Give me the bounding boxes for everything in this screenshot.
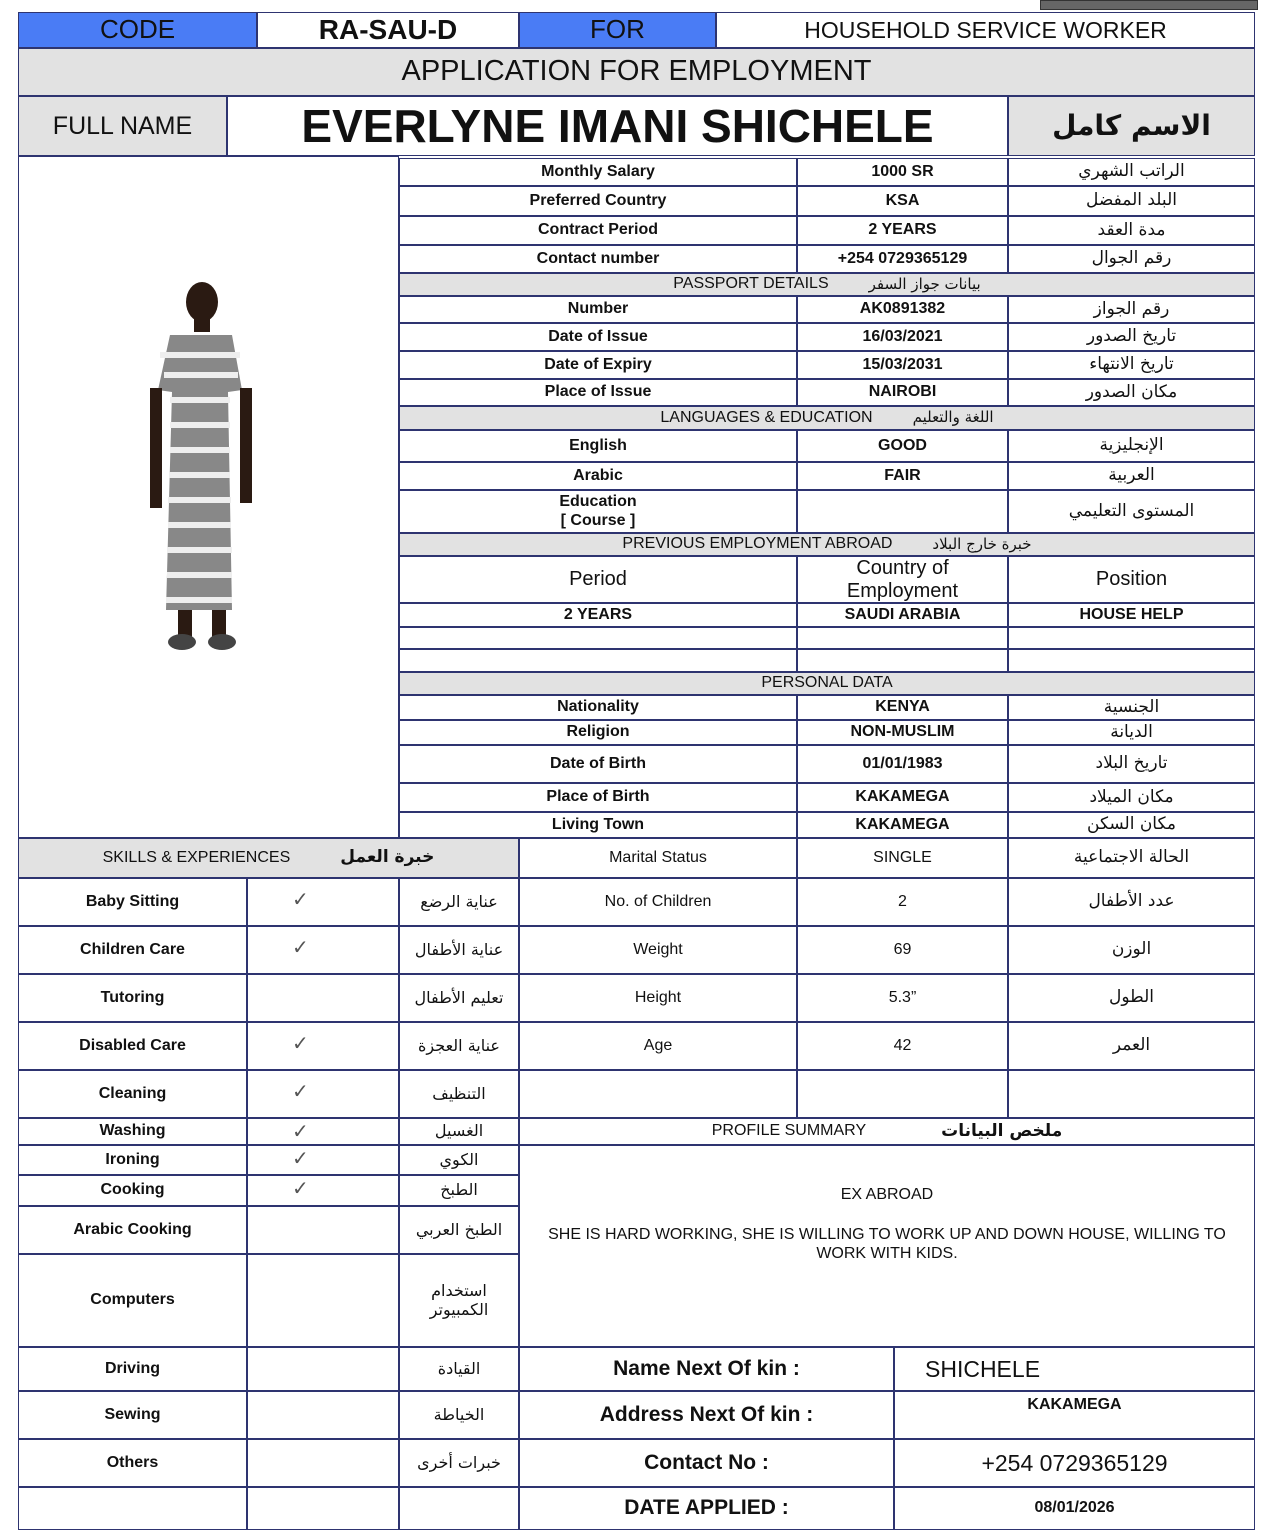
language-row-label-ar: الإنجليزية bbox=[1008, 430, 1255, 462]
language-row-value: GOOD bbox=[797, 430, 1008, 462]
personal-row-label-ar: تاريخ البلاد bbox=[1008, 745, 1255, 783]
detail-row-label-ar: رقم الجوال bbox=[1008, 245, 1255, 273]
employment-cell bbox=[399, 627, 797, 649]
passport-row-value: 15/03/2031 bbox=[797, 351, 1008, 379]
skill-label: Driving bbox=[18, 1347, 247, 1391]
empty-cell bbox=[18, 1487, 247, 1530]
passport-row-label-ar: تاريخ الصدور bbox=[1008, 323, 1255, 351]
skill-check-mark: ✓ bbox=[247, 1022, 399, 1070]
languages-header bbox=[399, 406, 1255, 430]
skill-label-ar: عناية الرضع bbox=[399, 878, 519, 926]
skill-check-mark bbox=[247, 1347, 399, 1391]
skill-check-mark bbox=[247, 1254, 399, 1347]
skill-check-mark: ✓ bbox=[247, 1118, 399, 1145]
profile-line-1: EX ABROAD bbox=[840, 1186, 934, 1203]
detail-row-value: 2 YEARS bbox=[797, 216, 1008, 245]
personal-row-label: Place of Birth bbox=[399, 783, 797, 812]
skills-title-ar: خبرة العمل bbox=[340, 847, 435, 868]
detail-row-label-ar: مدة العقد bbox=[1008, 216, 1255, 245]
skill-check-mark bbox=[247, 974, 399, 1022]
next-of-kin-value: +254 0729365129 bbox=[894, 1439, 1255, 1487]
detail-row-label-ar: البلد المفضل bbox=[1008, 186, 1255, 216]
skill-check-mark bbox=[247, 1391, 399, 1439]
skill-label-ar: الخياطة bbox=[399, 1391, 519, 1439]
skill-check-mark bbox=[247, 1206, 399, 1254]
skills-title: SKILLS & EXPERIENCES bbox=[102, 848, 291, 866]
personal-row-label: Age bbox=[519, 1022, 797, 1070]
skill-label-ar: عناية العجزة bbox=[399, 1022, 519, 1070]
languages-header-title-ar: اللغة والتعليم bbox=[912, 408, 994, 427]
personal-row-label-ar: العمر bbox=[1008, 1022, 1255, 1070]
passport-row-label: Date of Expiry bbox=[399, 351, 797, 379]
skill-label: Others bbox=[18, 1439, 247, 1487]
employment-cell bbox=[1008, 627, 1255, 649]
personal-row-value: 42 bbox=[797, 1022, 1008, 1070]
for-label: FOR bbox=[519, 12, 716, 48]
passport-header-title: PASSPORT DETAILS bbox=[673, 275, 829, 293]
employment-cell bbox=[797, 649, 1008, 672]
detail-row-label: Monthly Salary bbox=[399, 158, 797, 186]
skill-label-ar: الطبخ bbox=[399, 1175, 519, 1206]
skill-label-ar: التنظيف bbox=[399, 1070, 519, 1118]
passport-row-label: Number bbox=[399, 296, 797, 323]
profile-title: PROFILE SUMMARY bbox=[711, 1122, 867, 1140]
personal-row-label-ar: الديانة bbox=[1008, 720, 1255, 745]
skill-label: Sewing bbox=[18, 1391, 247, 1439]
personal-data-header bbox=[399, 672, 1255, 695]
employment-cell bbox=[1008, 649, 1255, 672]
personal-row-value: KAKAMEGA bbox=[797, 783, 1008, 812]
personal-row-label: Living Town bbox=[399, 812, 797, 838]
personal-row-label-ar: مكان السكن bbox=[1008, 812, 1255, 838]
profile-line-2: SHE IS HARD WORKING, SHE IS WILLING TO WORK UP AND DOWN HOUSE, WILLING TO WORK WITH KIDS. bbox=[548, 1226, 1226, 1262]
profile-title-ar: ملخص البيانات bbox=[941, 1120, 1063, 1141]
passport-row-label: Date of Issue bbox=[399, 323, 797, 351]
language-row-value: FAIR bbox=[797, 462, 1008, 490]
skill-label: Computers bbox=[18, 1254, 247, 1347]
photo-area bbox=[18, 156, 399, 838]
code-label: CODE bbox=[18, 12, 257, 48]
passport-header bbox=[399, 273, 1255, 296]
full-name-label-ar: الاسم كامل bbox=[1008, 96, 1255, 156]
language-row-label-ar: العربية bbox=[1008, 462, 1255, 490]
detail-row-label: Preferred Country bbox=[399, 186, 797, 216]
form-title: APPLICATION FOR EMPLOYMENT bbox=[18, 48, 1255, 96]
employment-cell: HOUSE HELP bbox=[1008, 603, 1255, 627]
code-value: RA-SAU-D bbox=[257, 12, 519, 48]
passport-row-value: NAIROBI bbox=[797, 379, 1008, 406]
language-row-label-ar: المستوى التعليمي bbox=[1008, 490, 1255, 533]
personal-row-label: Marital Status bbox=[519, 838, 797, 878]
skill-check-mark bbox=[247, 1439, 399, 1487]
skill-label-ar: الطبخ العربي bbox=[399, 1206, 519, 1254]
skill-check-mark: ✓ bbox=[247, 926, 399, 974]
employment-column-header: Country of Employment bbox=[797, 556, 1008, 603]
skill-check-mark: ✓ bbox=[247, 1145, 399, 1175]
previous-employment-header-title: PREVIOUS EMPLOYMENT ABROAD bbox=[622, 535, 893, 553]
skill-label: Cleaning bbox=[18, 1070, 247, 1118]
detail-row-value: 1000 SR bbox=[797, 158, 1008, 186]
personal-row-label: No. of Children bbox=[519, 878, 797, 926]
personal-row-label-ar: مكان الميلاد bbox=[1008, 783, 1255, 812]
personal-row-label-ar: الوزن bbox=[1008, 926, 1255, 974]
next-of-kin-label: DATE APPLIED : bbox=[519, 1487, 894, 1530]
personal-row-label: Weight bbox=[519, 926, 797, 974]
skill-label: Washing bbox=[18, 1118, 247, 1145]
language-row-label: Arabic bbox=[399, 462, 797, 490]
passport-row-value: AK0891382 bbox=[797, 296, 1008, 323]
employment-column-header: Period bbox=[399, 556, 797, 603]
skill-label: Tutoring bbox=[18, 974, 247, 1022]
personal-row-value: 69 bbox=[797, 926, 1008, 974]
skill-check-mark: ✓ bbox=[247, 878, 399, 926]
empty-cell bbox=[1008, 1070, 1255, 1118]
passport-row-value: 16/03/2021 bbox=[797, 323, 1008, 351]
passport-header-title-ar: بيانات جواز السفر bbox=[868, 274, 981, 293]
skill-label: Cooking bbox=[18, 1175, 247, 1206]
skill-label: Ironing bbox=[18, 1145, 247, 1175]
language-row-value bbox=[797, 490, 1008, 533]
next-of-kin-label: Name Next Of kin : bbox=[519, 1347, 894, 1391]
skill-check-mark: ✓ bbox=[247, 1070, 399, 1118]
personal-row-label: Date of Birth bbox=[399, 745, 797, 783]
employment-cell bbox=[797, 627, 1008, 649]
skill-label-ar: عناية الأطفال bbox=[399, 926, 519, 974]
skill-label-ar: الكوي bbox=[399, 1145, 519, 1175]
skill-label: Baby Sitting bbox=[18, 878, 247, 926]
skill-label-ar: الغسيل bbox=[399, 1118, 519, 1145]
personal-data-header-title: PERSONAL DATA bbox=[761, 674, 893, 692]
personal-row-label: Height bbox=[519, 974, 797, 1022]
detail-row-label: Contact number bbox=[399, 245, 797, 273]
personal-row-label: Nationality bbox=[399, 695, 797, 720]
next-of-kin-value: SHICHELE bbox=[894, 1347, 1255, 1391]
next-of-kin-label: Contact No : bbox=[519, 1439, 894, 1487]
personal-row-label: Religion bbox=[399, 720, 797, 745]
languages-header-title: LANGUAGES & EDUCATION bbox=[660, 408, 873, 426]
full-name-value: EVERLYNE IMANI SHICHELE bbox=[227, 96, 1008, 156]
personal-row-value: NON-MUSLIM bbox=[797, 720, 1008, 745]
profile-summary-header bbox=[519, 1118, 1255, 1145]
detail-row-value: +254 0729365129 bbox=[797, 245, 1008, 273]
personal-row-label-ar: عدد الأطفال bbox=[1008, 878, 1255, 926]
passport-row-label-ar: مكان الصدور bbox=[1008, 379, 1255, 406]
personal-row-label-ar: الطول bbox=[1008, 974, 1255, 1022]
skill-label-ar: خبرات أخرى bbox=[399, 1439, 519, 1487]
personal-row-value: 2 bbox=[797, 878, 1008, 926]
passport-row-label-ar: تاريخ الانتهاء bbox=[1008, 351, 1255, 379]
next-of-kin-label: Address Next Of kin : bbox=[519, 1391, 894, 1439]
personal-row-label-ar: الجنسية bbox=[1008, 695, 1255, 720]
skill-label: Disabled Care bbox=[18, 1022, 247, 1070]
next-of-kin-value: KAKAMEGA bbox=[894, 1391, 1255, 1439]
skill-label: Arabic Cooking bbox=[18, 1206, 247, 1254]
passport-row-label: Place of Issue bbox=[399, 379, 797, 406]
personal-row-value: 5.3” bbox=[797, 974, 1008, 1022]
next-of-kin-value: 08/01/2026 bbox=[894, 1487, 1255, 1530]
skill-label-ar: تعليم الأطفال bbox=[399, 974, 519, 1022]
skill-check-mark: ✓ bbox=[247, 1175, 399, 1206]
skills-header bbox=[18, 838, 519, 878]
personal-row-value: KENYA bbox=[797, 695, 1008, 720]
full-name-label: FULL NAME bbox=[18, 96, 227, 156]
employment-cell: SAUDI ARABIA bbox=[797, 603, 1008, 627]
detail-row-value: KSA bbox=[797, 186, 1008, 216]
detail-row-label-ar: الراتب الشهري bbox=[1008, 158, 1255, 186]
personal-row-value: 01/01/1983 bbox=[797, 745, 1008, 783]
personal-row-value: KAKAMEGA bbox=[797, 812, 1008, 838]
passport-row-label-ar: رقم الجواز bbox=[1008, 296, 1255, 323]
detail-row-label: Contract Period bbox=[399, 216, 797, 245]
previous-employment-header bbox=[399, 533, 1255, 556]
language-row-label: Education [ Course ] bbox=[399, 490, 797, 533]
previous-employment-header-title-ar: خبرة خارج البلاد bbox=[932, 534, 1032, 553]
skill-label-ar: القيادة bbox=[399, 1347, 519, 1391]
empty-cell bbox=[797, 1070, 1008, 1118]
skill-label: Children Care bbox=[18, 926, 247, 974]
empty-cell bbox=[247, 1487, 399, 1530]
profile-summary-body bbox=[519, 1145, 1255, 1347]
employment-cell bbox=[399, 649, 797, 672]
language-row-label: English bbox=[399, 430, 797, 462]
personal-row-label-ar: الحالة الاجتماعية bbox=[1008, 838, 1255, 878]
employment-cell: 2 YEARS bbox=[399, 603, 797, 627]
personal-row-value: SINGLE bbox=[797, 838, 1008, 878]
position-applied: HOUSEHOLD SERVICE WORKER bbox=[716, 12, 1255, 48]
employment-column-header: Position bbox=[1008, 556, 1255, 603]
photo-thumbnail bbox=[1040, 0, 1258, 10]
skill-label-ar: استخدام الكمبيوتر bbox=[399, 1254, 519, 1347]
empty-cell bbox=[399, 1487, 519, 1530]
empty-cell bbox=[519, 1070, 797, 1118]
